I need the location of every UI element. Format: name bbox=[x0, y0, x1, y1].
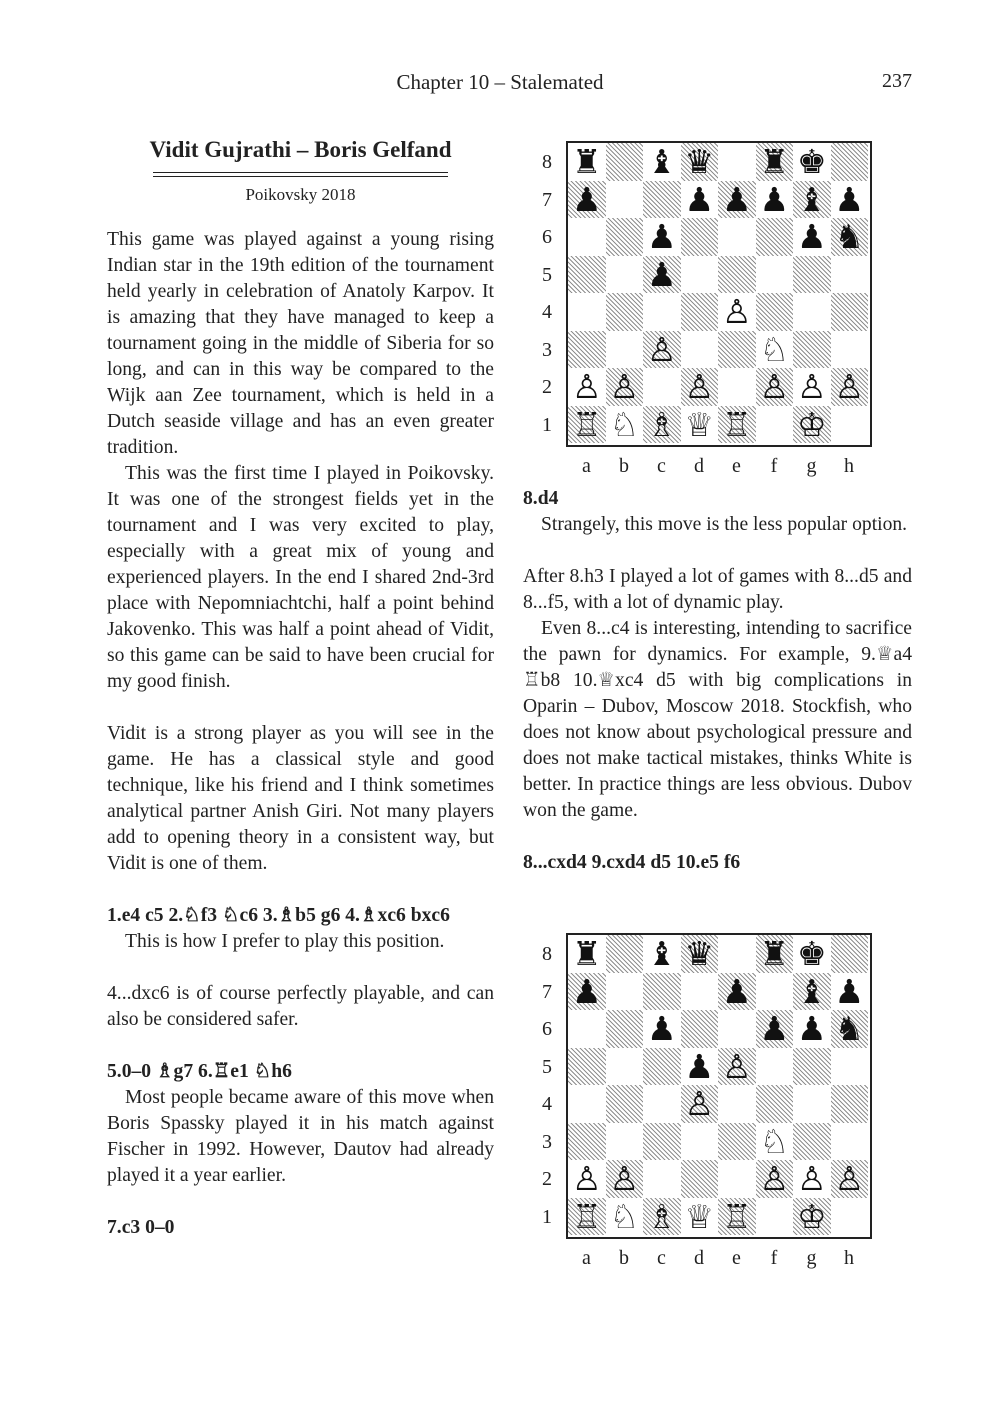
black-pawn-icon: ♟ bbox=[721, 179, 752, 219]
black-bishop-icon: ♝ bbox=[796, 971, 827, 1011]
black-pawn-icon: ♟ bbox=[721, 971, 752, 1011]
light-square bbox=[568, 1010, 606, 1048]
black-rook-icon: ♜ bbox=[759, 142, 790, 181]
light-square bbox=[831, 406, 869, 444]
white-pawn-icon: ♙ bbox=[834, 1159, 865, 1198]
black-bishop-icon: ♝ bbox=[646, 934, 677, 973]
light-square bbox=[718, 368, 756, 406]
running-header bbox=[0, 70, 1000, 100]
paragraph: This is how I prefer to play this position. bbox=[125, 931, 445, 952]
paragraph-gap bbox=[107, 1189, 494, 1215]
file-label: h bbox=[844, 455, 854, 477]
paragraph: After 8.h3 I played a lot of games with 8...d5 and 8...f5, with a lot of dynamic play. bbox=[523, 566, 912, 613]
file-label: f bbox=[770, 455, 778, 477]
black-pawn-icon: ♟ bbox=[646, 217, 677, 256]
paragraph: Strangely, this move is the less popular option. bbox=[541, 514, 908, 535]
chess-board bbox=[566, 933, 872, 1239]
light-square bbox=[831, 256, 869, 294]
left-column bbox=[107, 136, 494, 1241]
black-pawn-icon: ♟ bbox=[759, 179, 790, 219]
black-pawn-icon: ♟ bbox=[571, 971, 602, 1011]
white-pawn-icon: ♙ bbox=[796, 1159, 827, 1198]
light-square bbox=[756, 1048, 794, 1086]
light-square bbox=[568, 293, 606, 331]
chess-diagram-1 bbox=[536, 141, 876, 481]
paragraph: Most people became aware of this move when Boris Spassky played it in his match against Fischer in 1992. However, Dautov had already played it a year earlier. bbox=[107, 1087, 494, 1186]
paragraph: Even 8...c4 is interesting, intending to sacrifice the pawn for dynamics. For example, 9.♕a4 ♖b8 10.♕xc4 d5 with big complications in Oparin – Dubov, Moscow 2018. Stockfish, who does not know about psychological pressure and does not make tactical mistakes, thinks White is better. In practice things are less obvious. Dubov won the game. bbox=[523, 618, 912, 821]
dark-square bbox=[681, 1010, 719, 1048]
light-square bbox=[643, 1085, 681, 1123]
paragraph-gap bbox=[523, 824, 912, 850]
white-rook-icon: ♖ bbox=[721, 1196, 752, 1236]
light-square bbox=[606, 331, 644, 369]
white-knight-icon: ♘ bbox=[609, 1196, 640, 1236]
white-pawn-icon: ♙ bbox=[759, 1159, 790, 1198]
black-queen-icon: ♛ bbox=[684, 142, 715, 181]
dark-square bbox=[606, 1010, 644, 1048]
paragraph: Vidit is a strong player as you will see in the game. He has a classical style and good technique, like his friend and I think sometimes analytical partner Anish Giri. Not many players add to opening theory in a consistent way, but Vidit is one of them. bbox=[107, 723, 494, 874]
rank-label: 6 bbox=[542, 1018, 552, 1040]
light-square bbox=[718, 1085, 756, 1123]
rank-label: 5 bbox=[542, 263, 552, 286]
dark-square bbox=[568, 1123, 606, 1161]
rank-label: 4 bbox=[542, 301, 552, 323]
dark-square bbox=[718, 256, 756, 294]
light-square bbox=[681, 973, 719, 1011]
file-label: b bbox=[619, 1247, 629, 1269]
light-square bbox=[606, 973, 644, 1011]
black-pawn-icon: ♟ bbox=[646, 254, 677, 294]
light-square bbox=[681, 331, 719, 369]
dark-square bbox=[681, 218, 719, 256]
light-square bbox=[606, 256, 644, 294]
title-rule bbox=[153, 172, 448, 173]
dark-square bbox=[718, 1123, 756, 1161]
light-square bbox=[643, 1160, 681, 1198]
dark-square bbox=[568, 1048, 606, 1086]
file-label: f bbox=[770, 1247, 778, 1269]
file-label: h bbox=[844, 1247, 854, 1269]
black-rook-icon: ♜ bbox=[571, 934, 602, 973]
white-rook-icon: ♖ bbox=[571, 1196, 602, 1236]
white-king-icon: ♔ bbox=[796, 404, 827, 444]
dark-square bbox=[831, 1085, 869, 1123]
black-pawn-icon: ♟ bbox=[646, 1009, 677, 1048]
file-label: c bbox=[657, 455, 666, 477]
black-rook-icon: ♜ bbox=[571, 142, 602, 181]
dark-square bbox=[793, 1123, 831, 1161]
light-square bbox=[831, 1198, 869, 1236]
rank-label: 7 bbox=[542, 188, 552, 211]
paragraph: This was the first time I played in Poikovsky. It was one of the strongest fields yet in the tournament and I was very excited to play, especially with a great mix of young and experienced players. In the end I shared 2nd-3rd place with Nepomniachtchi, half a point behind Jakovenko. This was half a point ahead of Vidit, so this game can be said to have been crucial for my good finish. bbox=[107, 463, 494, 692]
move-sequence: 8.d4 bbox=[523, 488, 559, 509]
dark-square bbox=[793, 256, 831, 294]
rank-label: 6 bbox=[542, 226, 552, 248]
black-pawn-icon: ♟ bbox=[684, 179, 715, 219]
move-sequence: 8...cxd4 9.cxd4 d5 10.e5 f6 bbox=[523, 852, 741, 873]
paragraph-gap bbox=[107, 877, 494, 903]
dark-square bbox=[606, 218, 644, 256]
light-square bbox=[568, 1085, 606, 1123]
white-knight-icon: ♘ bbox=[609, 404, 640, 444]
dark-square bbox=[681, 1160, 719, 1198]
white-pawn-icon: ♙ bbox=[834, 367, 865, 406]
black-knight-icon: ♞ bbox=[834, 1009, 865, 1048]
move-sequence: 1.e4 c5 2.♘f3 ♘c6 3.♗b5 g6 4.♗xc6 bxc6 bbox=[107, 905, 450, 926]
paragraph: 4...dxc6 is of course perfectly playable, and can also be considered safer. bbox=[107, 983, 494, 1030]
file-label: c bbox=[657, 1247, 666, 1269]
right-column bbox=[523, 486, 912, 876]
rank-label: 7 bbox=[542, 980, 552, 1003]
file-label: b bbox=[619, 455, 629, 477]
white-bishop-icon: ♗ bbox=[646, 1196, 677, 1236]
white-pawn-icon: ♙ bbox=[571, 1159, 602, 1198]
left-body bbox=[107, 227, 494, 1241]
light-square bbox=[756, 1198, 794, 1236]
rank-label: 3 bbox=[542, 1130, 552, 1153]
black-king-icon: ♚ bbox=[796, 142, 827, 181]
white-pawn-icon: ♙ bbox=[684, 367, 715, 406]
black-pawn-icon: ♟ bbox=[571, 179, 602, 219]
white-pawn-icon: ♙ bbox=[571, 367, 602, 406]
light-square bbox=[756, 256, 794, 294]
file-label: g bbox=[806, 1247, 817, 1269]
chess-diagram-2 bbox=[536, 933, 876, 1273]
light-square bbox=[681, 256, 719, 294]
light-square bbox=[606, 1123, 644, 1161]
white-queen-icon: ♕ bbox=[684, 404, 715, 444]
chapter-title: Chapter 10 – Stalemated bbox=[396, 70, 604, 94]
dark-square bbox=[718, 331, 756, 369]
black-queen-icon: ♛ bbox=[684, 934, 715, 973]
file-label: g bbox=[806, 455, 817, 477]
rank-label: 2 bbox=[542, 376, 552, 398]
file-label: d bbox=[694, 455, 704, 477]
white-rook-icon: ♖ bbox=[571, 404, 602, 444]
white-king-icon: ♔ bbox=[796, 1196, 827, 1236]
move-sequence: 5.0–0 ♗g7 6.♖e1 ♘h6 bbox=[107, 1061, 292, 1082]
rank-label: 8 bbox=[542, 151, 552, 173]
black-bishop-icon: ♝ bbox=[646, 142, 677, 181]
light-square bbox=[793, 293, 831, 331]
rank-label: 8 bbox=[542, 943, 552, 965]
light-square bbox=[568, 218, 606, 256]
black-pawn-icon: ♟ bbox=[834, 179, 865, 219]
dark-square bbox=[756, 1085, 794, 1123]
move-sequence: 7.c3 0–0 bbox=[107, 1217, 175, 1238]
light-square bbox=[831, 1048, 869, 1086]
white-pawn-icon: ♙ bbox=[721, 292, 752, 331]
white-pawn-icon: ♙ bbox=[759, 367, 790, 406]
light-square bbox=[643, 293, 681, 331]
paragraph: This game was played against a young rising Indian star in the 19th edition of the tournament held yearly in celebration of Anatoly Karpov. It is amazing that they have managed to keep a tournament going in the middle of Siberia for so long, and can in this way be compared to the Wijk aan Zee tournament, which is held in a Dutch seaside village and has an even greater tradition. bbox=[107, 229, 494, 458]
chess-board bbox=[566, 141, 872, 447]
dark-square bbox=[643, 181, 681, 219]
paragraph-gap bbox=[107, 695, 494, 721]
light-square bbox=[681, 1123, 719, 1161]
white-pawn-icon: ♙ bbox=[684, 1084, 715, 1123]
dark-square bbox=[756, 218, 794, 256]
rank-label: 5 bbox=[542, 1055, 552, 1078]
white-pawn-icon: ♙ bbox=[609, 1159, 640, 1198]
dark-square bbox=[606, 293, 644, 331]
dark-square bbox=[756, 293, 794, 331]
white-knight-icon: ♘ bbox=[759, 1121, 790, 1161]
rank-label: 1 bbox=[542, 1205, 552, 1228]
black-bishop-icon: ♝ bbox=[796, 179, 827, 219]
white-pawn-icon: ♙ bbox=[646, 329, 677, 369]
dark-square bbox=[606, 935, 644, 973]
page-number: 237 bbox=[882, 70, 912, 92]
dark-square bbox=[643, 1123, 681, 1161]
game-title: Vidit Gujrathi – Boris Gelfand bbox=[149, 137, 452, 162]
black-rook-icon: ♜ bbox=[759, 934, 790, 973]
dark-square bbox=[831, 293, 869, 331]
white-knight-icon: ♘ bbox=[759, 329, 790, 369]
light-square bbox=[756, 406, 794, 444]
light-square bbox=[718, 218, 756, 256]
dark-square bbox=[568, 331, 606, 369]
title-rule-thin bbox=[153, 176, 448, 177]
black-pawn-icon: ♟ bbox=[684, 1046, 715, 1086]
dark-square bbox=[606, 143, 644, 181]
white-pawn-icon: ♙ bbox=[796, 367, 827, 406]
white-queen-icon: ♕ bbox=[684, 1196, 715, 1236]
dark-square bbox=[831, 143, 869, 181]
black-king-icon: ♚ bbox=[796, 934, 827, 973]
paragraph-gap bbox=[107, 1033, 494, 1059]
light-square bbox=[831, 1123, 869, 1161]
dark-square bbox=[793, 331, 831, 369]
dark-square bbox=[643, 973, 681, 1011]
file-label: d bbox=[694, 1247, 704, 1269]
right-body bbox=[523, 486, 912, 876]
dark-square bbox=[643, 1048, 681, 1086]
file-label: a bbox=[582, 455, 591, 477]
rank-label: 4 bbox=[542, 1093, 552, 1115]
game-venue: Poikovsky 2018 bbox=[245, 185, 356, 204]
black-pawn-icon: ♟ bbox=[796, 1009, 827, 1048]
light-square bbox=[718, 1010, 756, 1048]
light-square bbox=[718, 935, 756, 973]
file-label: a bbox=[582, 1247, 591, 1269]
dark-square bbox=[793, 1048, 831, 1086]
paragraph-gap bbox=[523, 538, 912, 564]
white-bishop-icon: ♗ bbox=[646, 404, 677, 444]
white-pawn-icon: ♙ bbox=[609, 367, 640, 406]
black-pawn-icon: ♟ bbox=[834, 971, 865, 1011]
light-square bbox=[756, 973, 794, 1011]
white-rook-icon: ♖ bbox=[721, 404, 752, 444]
light-square bbox=[718, 1160, 756, 1198]
file-label: e bbox=[732, 1247, 741, 1269]
black-knight-icon: ♞ bbox=[834, 217, 865, 256]
light-square bbox=[793, 1085, 831, 1123]
light-square bbox=[718, 143, 756, 181]
light-square bbox=[606, 1048, 644, 1086]
black-pawn-icon: ♟ bbox=[759, 1009, 790, 1048]
file-label: e bbox=[732, 455, 741, 477]
light-square bbox=[643, 368, 681, 406]
dark-square bbox=[831, 935, 869, 973]
rank-label: 2 bbox=[542, 1168, 552, 1190]
dark-square bbox=[606, 1085, 644, 1123]
white-pawn-icon: ♙ bbox=[721, 1046, 752, 1086]
light-square bbox=[606, 181, 644, 219]
rank-label: 1 bbox=[542, 413, 552, 436]
light-square bbox=[831, 331, 869, 369]
black-pawn-icon: ♟ bbox=[796, 217, 827, 256]
dark-square bbox=[681, 293, 719, 331]
dark-square bbox=[568, 256, 606, 294]
paragraph-gap bbox=[107, 955, 494, 981]
rank-label: 3 bbox=[542, 338, 552, 361]
